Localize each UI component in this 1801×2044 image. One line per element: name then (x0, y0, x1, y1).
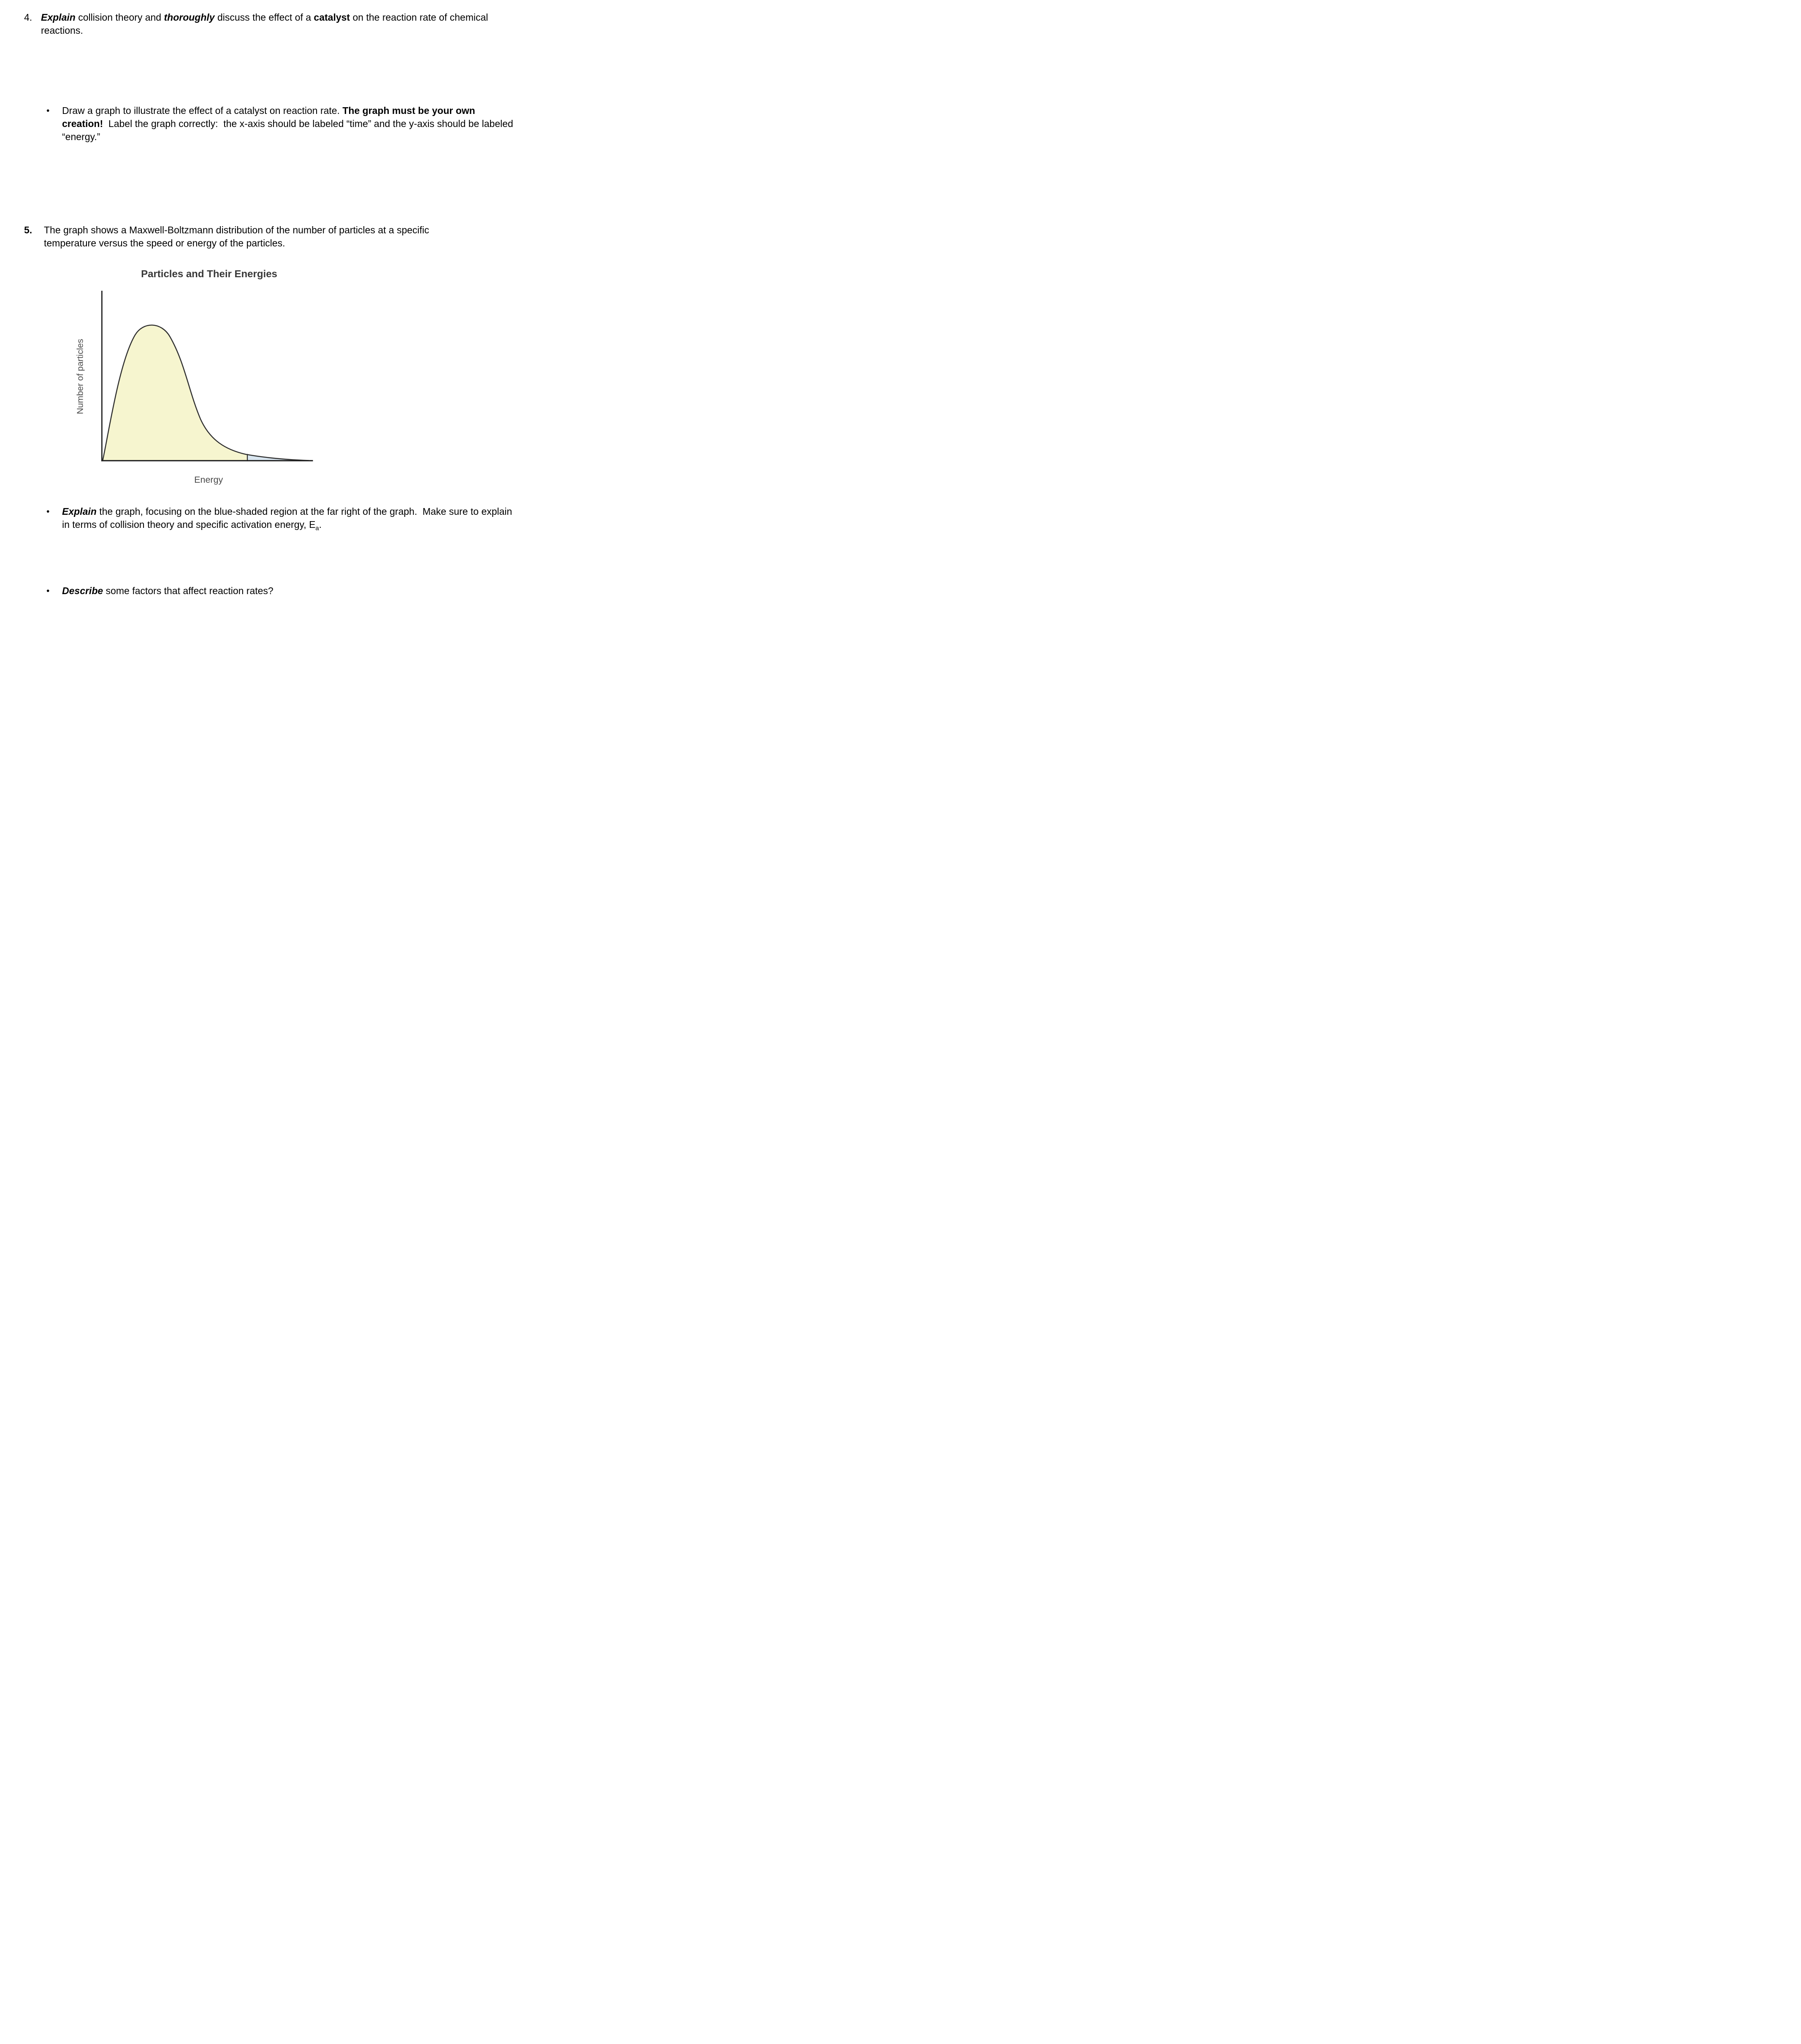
bullet-icon: • (46, 586, 50, 596)
worksheet-page (0, 0, 540, 613)
x-axis-label: Energy (194, 475, 223, 485)
question-4 (24, 11, 517, 37)
question-5-number: 5. (24, 224, 32, 235)
bullet-icon: • (46, 106, 50, 116)
bullet-explain-graph (46, 505, 517, 531)
curve-area-yellow (103, 325, 309, 461)
question-5 (24, 224, 517, 250)
bullet-draw-graph-text: Draw a graph to illustrate the effect of a catalyst on reaction rate. The graph must be your own creation! Label the graph correctly: the x-axis should be labeled “time” and the y-axis should be labeled “energy.” (62, 105, 516, 142)
question-4-text: Explain collision theory and thoroughly discuss the effect of a catalyst on the reaction rate of chemical reactions. (41, 12, 491, 36)
maxwell-boltzmann-figure (71, 268, 324, 490)
bullet-describe-factors (46, 584, 517, 598)
bullet-draw-graph (46, 104, 517, 143)
bullet-icon: • (46, 507, 50, 516)
bullet-describe-factors-text: Describe some factors that affect reaction rates? (62, 585, 274, 596)
chart-title: Particles and Their Energies (141, 268, 277, 280)
y-axis-label: Number of particles (75, 338, 85, 414)
question-4-number: 4. (24, 12, 32, 23)
bullet-explain-graph-text: Explain the graph, focusing on the blue-shaded region at the far right of the graph. Make sure to explain in terms of collision theory and specific activation energy, $E_a$. (62, 506, 515, 532)
maxwell-boltzmann-chart (71, 284, 324, 490)
question-5-text: The graph shows a Maxwell-Boltzmann distribution of the number of particles at a specific temperature versus the speed or energy of the particles. (44, 224, 432, 249)
